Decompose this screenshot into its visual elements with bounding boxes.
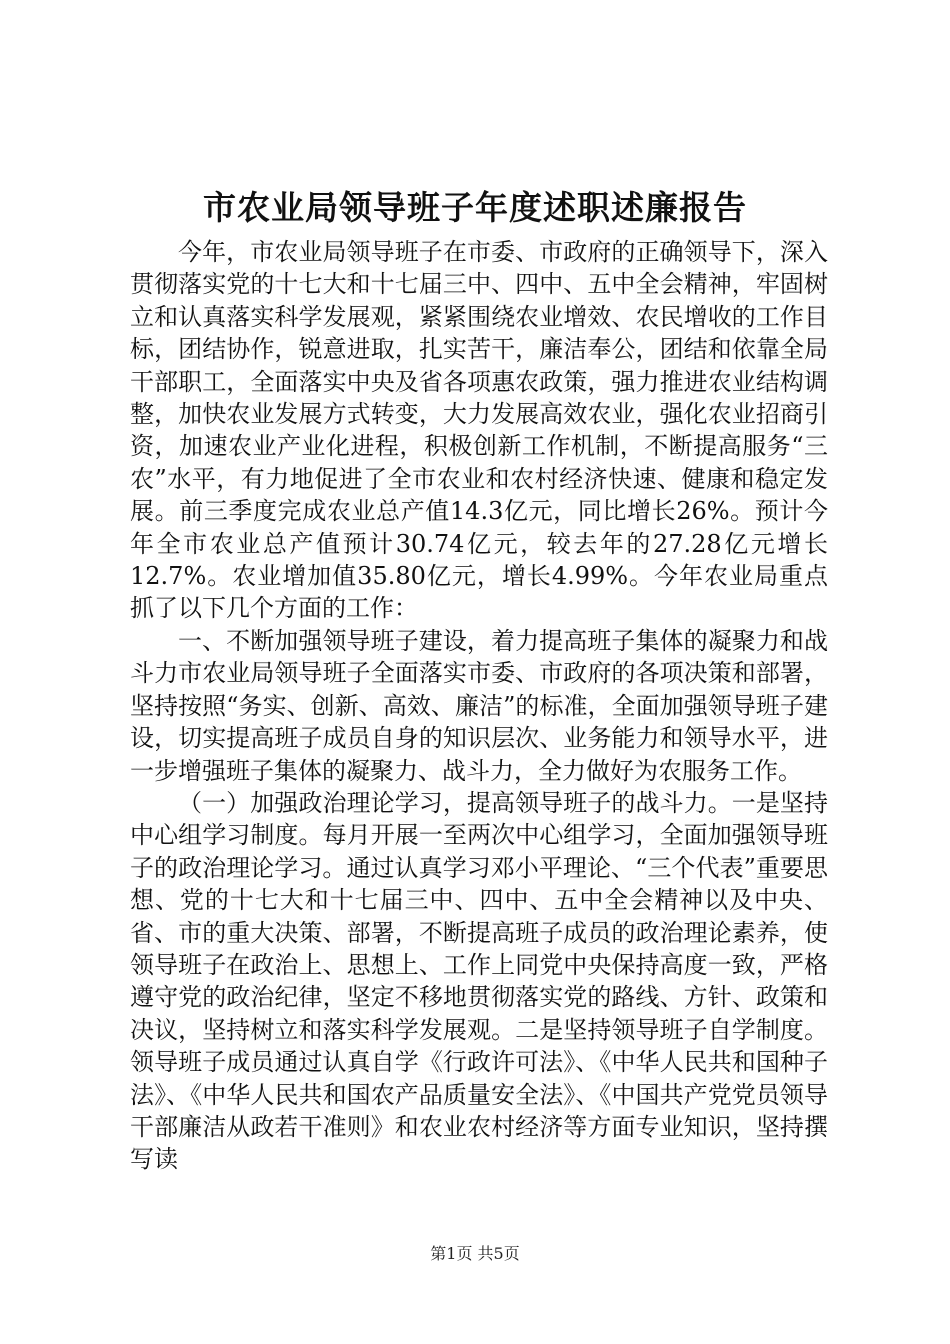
paragraph-subsection-one: （一）加强政治理论学习，提高领导班子的战斗力。一是坚持中心组学习制度。每月开展一至两次中心组学习，全面加强领导班子的政治理论学习。通过认真学习邓小平理论、“三个代表”重要思想、党的十七大和十七届三中、四中、五中全会精神以及中央、省、市的重大决策、部署，不断提高班子成员的政治理论素养，使领导班子在政治上、思想上、工作上同党中央保持高度一致，严格遵守党的政治纪律，坚定不移地贯彻落实党的路线、方针、政策和决议，坚持树立和落实科学发展观。二是坚持领导班子自学制度。领导班子成员通过认真自学《行政许可法》、《中华人民共和国种子法》、《中华人民共和国农产品质量安全法》、《中国共产党党员领导干部廉洁从政若干准则》和农业农村经济等方面专业知识，坚持撰写读	[130, 788, 828, 1174]
paragraph-intro: 今年，市农业局领导班子在市委、市政府的正确领导下，深入贯彻落实党的十七大和十七届三中、四中、五中全会精神，牢固树立和认真落实科学发展观，紧紧围绕农业增效、农民增收的工作目标，团结协作，锐意进取，扎实苦干，廉洁奉公，团结和依靠全局干部职工，全面落实中央及省各项惠农政策，强力推进农业结构调整，加快农业发展方式转变，大力发展高效农业，强化农业招商引资，加速农业产业化进程，积极创新工作机制，不断提高服务“三农”水平，有力地促进了全市农业和农村经济快速、健康和稳定发展。前三季度完成农业总产值14.3亿元，同比增长26%。预计今年全市农业总产值预计30.74亿元，较去年的27.28亿元增长12.7%。农业增加值35.80亿元，增长4.99%。今年农业局重点抓了以下几个方面的工作：	[130, 238, 828, 623]
document-title: 市农业局领导班子年度述职述廉报告	[203, 188, 747, 227]
document-body	[130, 236, 828, 1176]
page-footer: 第1页 共5页	[430, 1244, 520, 1263]
paragraph-section-one: 一、不断加强领导班子建设，着力提高班子集体的凝聚力和战斗力市农业局领导班子全面落实市委、市政府的各项决策和部署，坚持按照“务实、创新、高效、廉洁”的标准，全面加强领导班子建设，切实提高班子成员自身的知识层次、业务能力和领导水平，进一步增强班子集体的凝聚力、战斗力，全力做好为农服务工作。	[130, 626, 828, 785]
